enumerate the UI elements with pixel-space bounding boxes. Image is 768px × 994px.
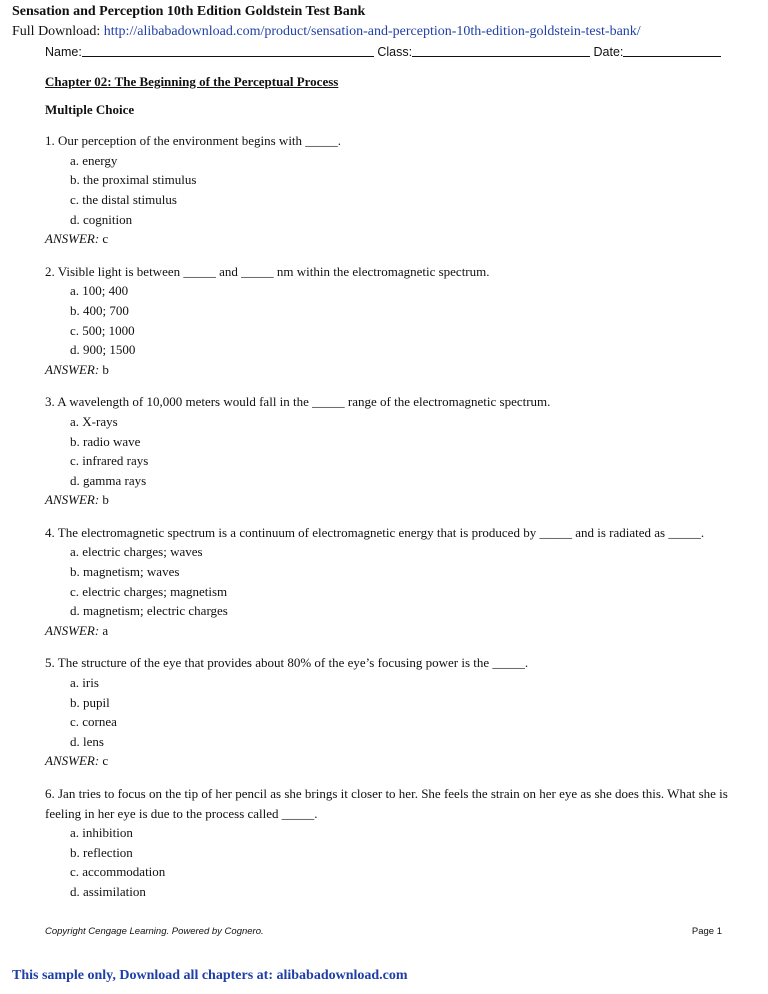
name-class-date-row	[45, 44, 723, 59]
question-stem: 6. Jan tries to focus on the tip of her pencil as she brings it closer to her. She feels the strain on her eye as she does this. What she is feeling in her eye is due to the process called _____.	[45, 786, 728, 821]
test-content	[45, 72, 735, 915]
answer-value: c	[102, 753, 109, 769]
option-c: c. accommodation	[70, 864, 166, 880]
option-a: a. 100; 400	[70, 283, 129, 299]
full-download-line	[12, 24, 641, 40]
name-field[interactable]	[82, 44, 374, 57]
question-3	[45, 392, 735, 510]
question-4	[45, 523, 735, 641]
answer-label: ANSWER:	[45, 361, 100, 377]
answer-label: ANSWER:	[45, 231, 100, 247]
question-5	[45, 653, 735, 771]
question-stem: 3. A wavelength of 10,000 meters would fall in the _____ range of the electromagnetic spectrum.	[45, 394, 551, 410]
answer-label: ANSWER:	[45, 492, 100, 508]
document-title: Sensation and Perception 10th Edition Goldstein Test Bank	[12, 4, 366, 19]
chapter-title: Chapter 02: The Beginning of the Perceptual Process	[45, 74, 339, 89]
option-b: b. reflection	[70, 844, 133, 860]
question-stem: 4. The electromagnetic spectrum is a continuum of electromagnetic energy that is produced by _____ and is radiated as _____.	[45, 524, 705, 540]
option-a: a. iris	[70, 675, 99, 691]
option-a: a. electric charges; waves	[70, 544, 203, 560]
option-b: b. 400; 700	[70, 302, 129, 318]
sample-download-note[interactable]: This sample only, Download all chapters at: alibabadownload.com	[12, 968, 408, 983]
answer-line	[45, 360, 735, 380]
date-field[interactable]	[623, 44, 721, 57]
option-b: b. pupil	[70, 694, 110, 710]
question-stem: 1. Our perception of the environment begins with _____.	[45, 133, 342, 149]
answer-value: c	[102, 231, 109, 247]
answer-line	[45, 621, 735, 641]
option-b: b. the proximal stimulus	[70, 172, 197, 188]
name-label: Name:	[45, 45, 82, 59]
option-d: d. magnetism; electric charges	[70, 603, 228, 619]
option-b: b. magnetism; waves	[70, 564, 180, 580]
class-field[interactable]	[412, 44, 590, 57]
question-1	[45, 131, 735, 249]
copyright-notice: Copyright Cengage Learning. Powered by Cognero.	[45, 926, 264, 937]
answer-line	[45, 751, 735, 771]
answer-label: ANSWER:	[45, 622, 100, 638]
answer-value: b	[102, 361, 109, 377]
option-d: d. 900; 1500	[70, 342, 136, 358]
section-title: Multiple Choice	[45, 101, 135, 117]
option-a: a. inhibition	[70, 825, 133, 841]
question-stem: 5. The structure of the eye that provides about 80% of the eye’s focusing power is the _____.	[45, 655, 529, 671]
option-c: c. the distal stimulus	[70, 191, 177, 207]
answer-line	[45, 229, 735, 249]
option-b: b. radio wave	[70, 433, 141, 449]
question-6	[45, 784, 735, 902]
option-a: a. energy	[70, 152, 118, 168]
answer-label: ANSWER:	[45, 753, 100, 769]
option-c: c. electric charges; magnetism	[70, 583, 228, 599]
option-d: d. cognition	[70, 211, 133, 227]
answer-value: a	[102, 622, 109, 638]
answer-value: b	[102, 492, 109, 508]
date-label: Date:	[593, 45, 624, 59]
class-label: Class:	[377, 45, 413, 59]
page-number: Page 1	[691, 926, 722, 937]
question-stem: 2. Visible light is between _____ and _____ nm within the electromagnetic spectrum.	[45, 263, 490, 279]
download-label: Full Download:	[12, 24, 104, 39]
option-a: a. X-rays	[70, 413, 118, 429]
option-d: d. assimilation	[70, 883, 146, 899]
question-2	[45, 262, 735, 380]
answer-line	[45, 490, 735, 510]
option-d: d. lens	[70, 733, 104, 749]
option-d: d. gamma rays	[70, 472, 147, 488]
option-c: c. cornea	[70, 714, 117, 730]
option-c: c. 500; 1000	[70, 322, 135, 338]
download-link[interactable]: http://alibabadownload.com/product/sensation-and-perception-10th-edition-goldstein-test-bank/	[103, 24, 641, 39]
option-c: c. infrared rays	[70, 453, 149, 469]
